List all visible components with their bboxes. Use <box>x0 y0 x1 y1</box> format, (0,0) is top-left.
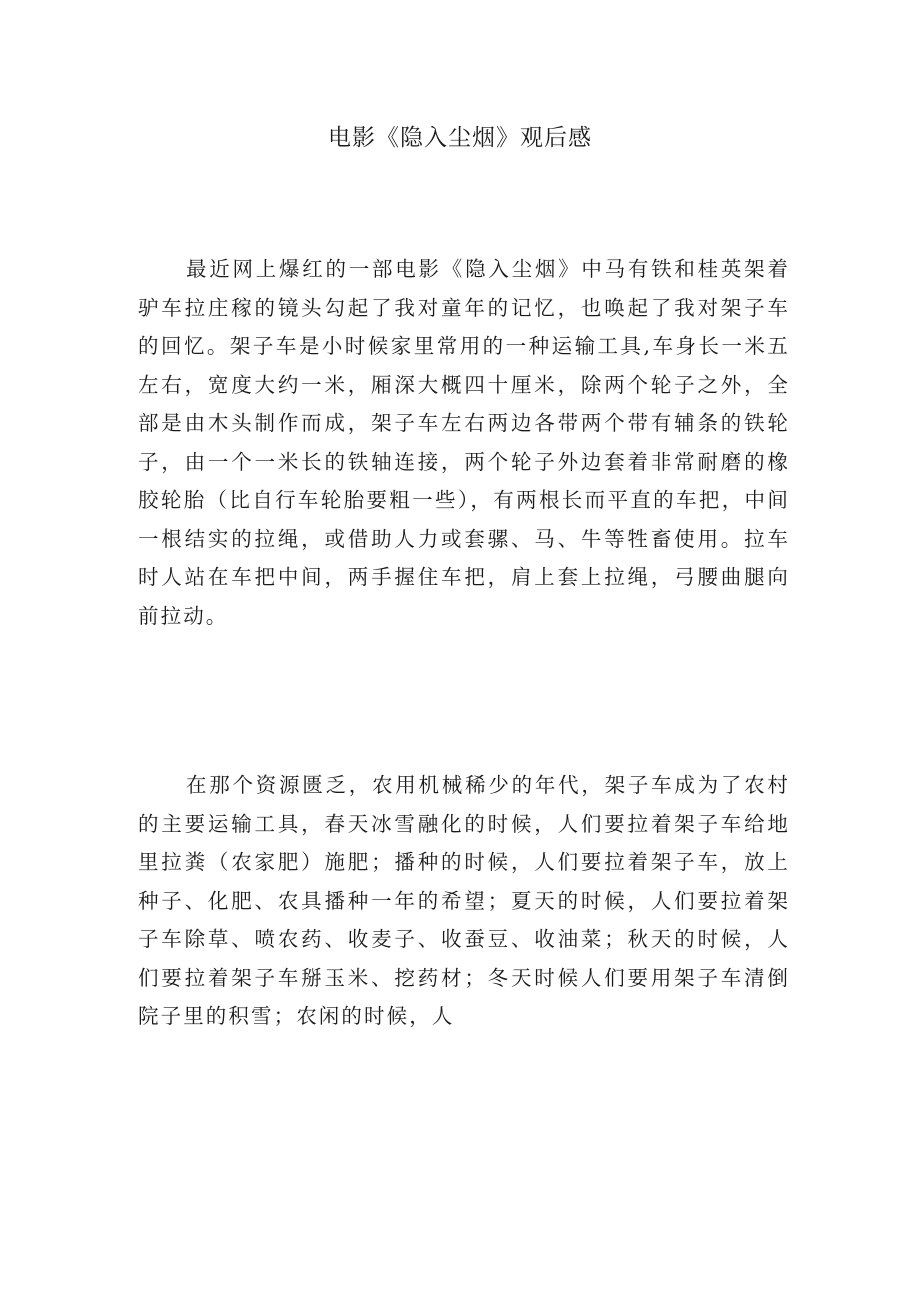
document-title: 电影《隐入尘烟》观后感 <box>328 125 592 151</box>
paragraph-2: 在那个资源匮乏，农用机械稀少的年代，架子车成为了农村的主要运输工具，春天冰雪融化的时候，人们要拉着架子车给地里拉粪（农家肥）施肥；播种的时候，人们要拉着架子车，放上种子、化肥、农具播种一年的希望；夏天的时候，人们要拉着架子车除草、喷农药、收麦子、收蚕豆、收油菜；秋天的时候，人们要拉着架子车掰玉米、挖药材；冬天时候人们要用架子车清倒院子里的积雪；农闲的时候，人 <box>138 773 790 1028</box>
paragraph-1: 最近网上爆红的一部电影《隐入尘烟》中马有铁和桂英架着驴车拉庄稼的镜头勾起了我对童年的记忆，也唤起了我对架子车的回忆。架子车是小时候家里常用的一种运输工具,车身长一米五左右，宽度大约一米，厢深大概四十厘米，除两个轮子之外，全部是由木头制作而成，架子车左右两边各带两个带有辅条的铁轮子，由一个一米长的铁轴连接，两个轮子外边套着非常耐磨的橡胶轮胎（比自行车轮胎要粗一些），有两根长而平直的车把，中间一根结实的拉绳，或借助人力或套骡、马、牛等牲畜使用。拉车时人站在车把中间，两手握住车把，肩上套上拉绳，弓腰曲腿向前拉动。 <box>138 257 790 628</box>
